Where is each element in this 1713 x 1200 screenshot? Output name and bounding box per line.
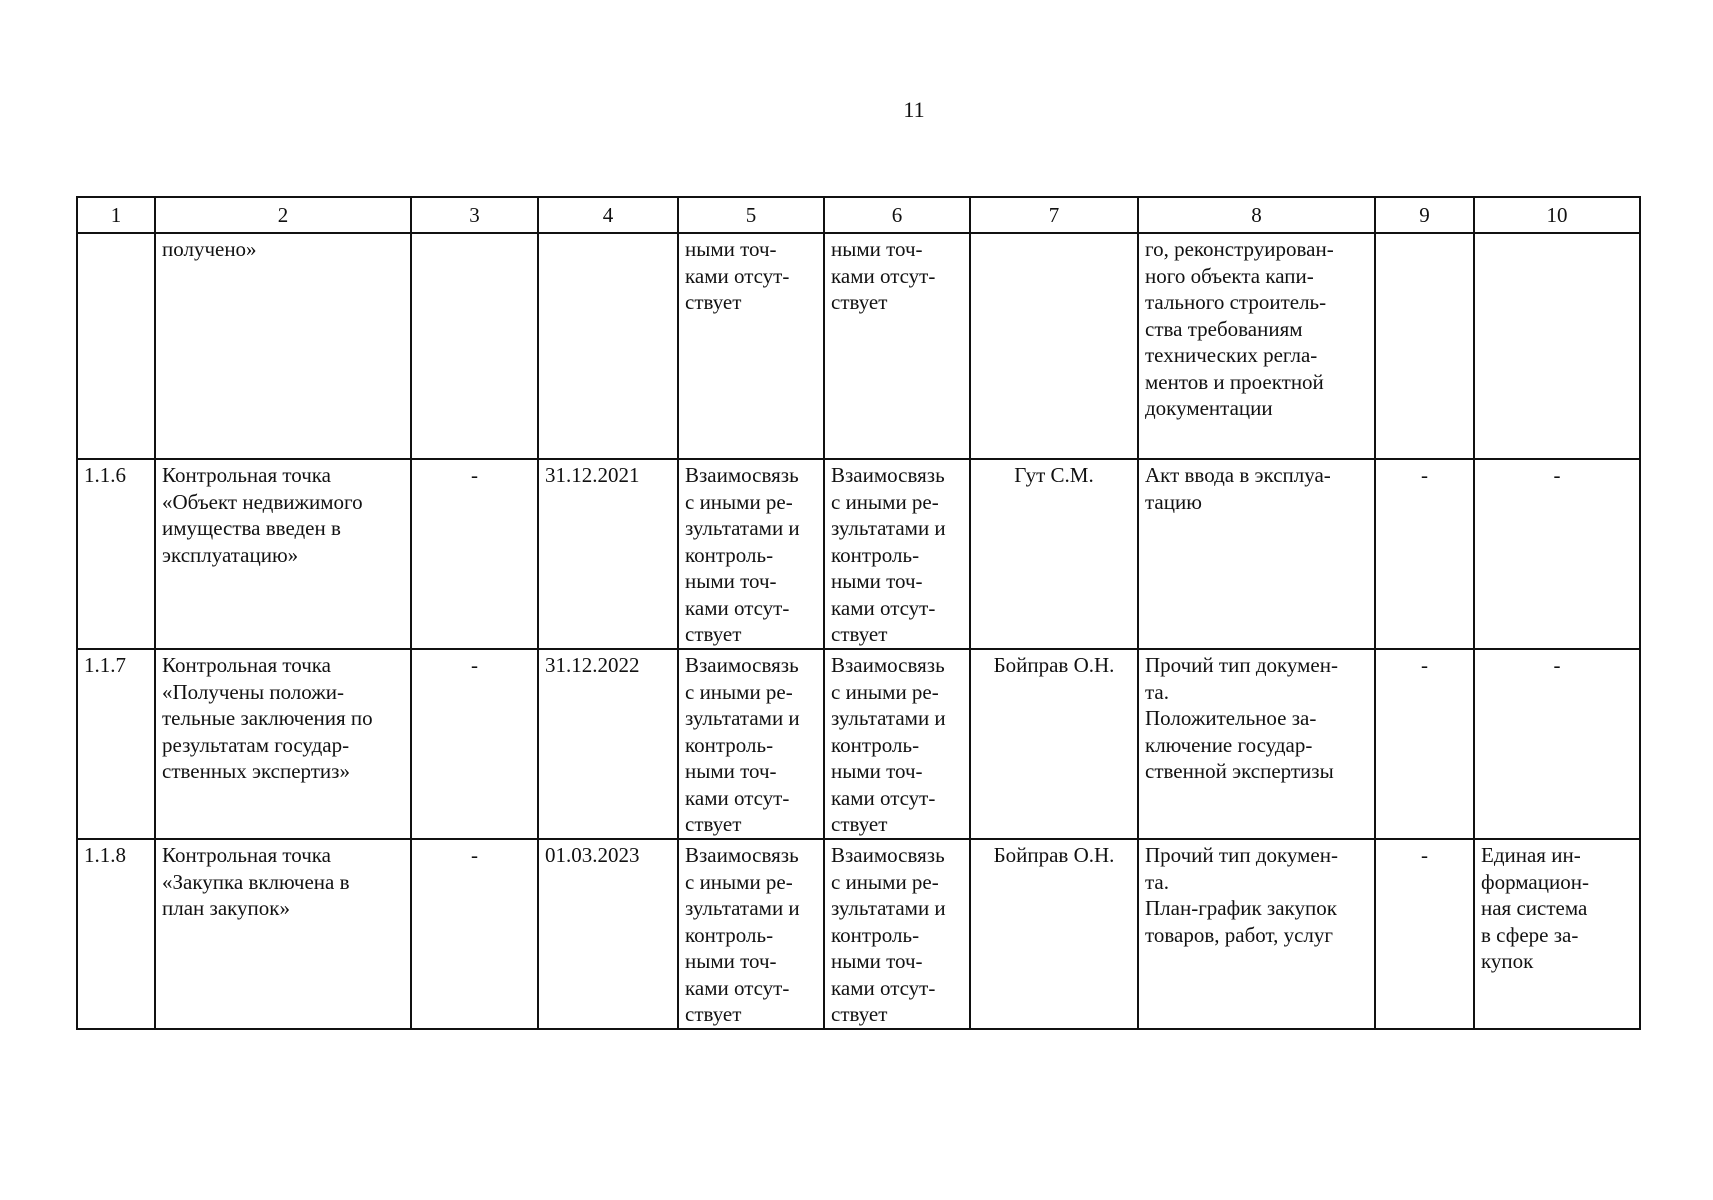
cell-responsible: Бойправ О.Н. [970, 649, 1138, 839]
header-col-7: 7 [970, 197, 1138, 233]
cell-col3: - [411, 649, 538, 839]
cell-responsible: Гут С.М. [970, 459, 1138, 649]
cell-col10: - [1474, 649, 1640, 839]
cell-document: Акт ввода в эксплуа- тацию [1138, 459, 1375, 649]
header-col-5: 5 [678, 197, 824, 233]
cell-id: 1.1.6 [77, 459, 155, 649]
header-col-10: 10 [1474, 197, 1640, 233]
cell-document: го, реконструирован- ного объекта капи- тального строитель- ства требованиям технических регла- ментов и проектной документации [1138, 233, 1375, 459]
cell-id: 1.1.8 [77, 839, 155, 1029]
cell-col9 [1375, 233, 1474, 459]
header-col-6: 6 [824, 197, 970, 233]
cell-name: Контрольная точка «Объект недвижимого имущества введен в эксплуатацию» [155, 459, 411, 649]
cell-col6: Взаимосвязь с иными ре- зультатами и контроль- ными точ- ками отсут- ствует [824, 459, 970, 649]
cell-col5: Взаимосвязь с иными ре- зультатами и контроль- ными точ- ками отсут- ствует [678, 649, 824, 839]
cell-col9: - [1375, 839, 1474, 1029]
cell-document: Прочий тип докумен- та. План-график закупок товаров, работ, услуг [1138, 839, 1375, 1029]
table-row-continuation [77, 233, 1640, 459]
cell-name: Контрольная точка «Получены положи- тельные заключения по результатам государ- ственных экспертиз» [155, 649, 411, 839]
cell-id: 1.1.7 [77, 649, 155, 839]
control-points-table [76, 196, 1641, 1030]
header-row [77, 197, 1640, 233]
cell-responsible [970, 233, 1138, 459]
header-col-3: 3 [411, 197, 538, 233]
cell-col3: - [411, 839, 538, 1029]
table-row [77, 459, 1640, 649]
cell-document: Прочий тип докумен- та. Положительное за- ключение государ- ственной экспертизы [1138, 649, 1375, 839]
cell-col10: - [1474, 459, 1640, 649]
cell-col9: - [1375, 649, 1474, 839]
header-col-2: 2 [155, 197, 411, 233]
cell-col10: Единая ин- формацион- ная система в сфере за- купок [1474, 839, 1640, 1029]
cell-col3: - [411, 459, 538, 649]
cell-name: получено» [155, 233, 411, 459]
cell-col3 [411, 233, 538, 459]
header-col-4: 4 [538, 197, 678, 233]
table-row [77, 649, 1640, 839]
cell-responsible: Бойправ О.Н. [970, 839, 1138, 1029]
cell-col5: ными точ- ками отсут- ствует [678, 233, 824, 459]
cell-col9: - [1375, 459, 1474, 649]
cell-date: 31.12.2021 [538, 459, 678, 649]
header-col-1: 1 [77, 197, 155, 233]
cell-col5: Взаимосвязь с иными ре- зультатами и контроль- ными точ- ками отсут- ствует [678, 459, 824, 649]
cell-col5: Взаимосвязь с иными ре- зультатами и контроль- ными точ- ками отсут- ствует [678, 839, 824, 1029]
cell-date: 01.03.2023 [538, 839, 678, 1029]
header-col-8: 8 [1138, 197, 1375, 233]
cell-col6: Взаимосвязь с иными ре- зультатами и контроль- ными точ- ками отсут- ствует [824, 649, 970, 839]
cell-col10 [1474, 233, 1640, 459]
header-col-9: 9 [1375, 197, 1474, 233]
cell-id [77, 233, 155, 459]
cell-col6: ными точ- ками отсут- ствует [824, 233, 970, 459]
table-row [77, 839, 1640, 1029]
cell-col6: Взаимосвязь с иными ре- зультатами и контроль- ными точ- ками отсут- ствует [824, 839, 970, 1029]
cell-date: 31.12.2022 [538, 649, 678, 839]
page-number: 11 [903, 97, 925, 122]
cell-name: Контрольная точка «Закупка включена в план закупок» [155, 839, 411, 1029]
cell-date [538, 233, 678, 459]
